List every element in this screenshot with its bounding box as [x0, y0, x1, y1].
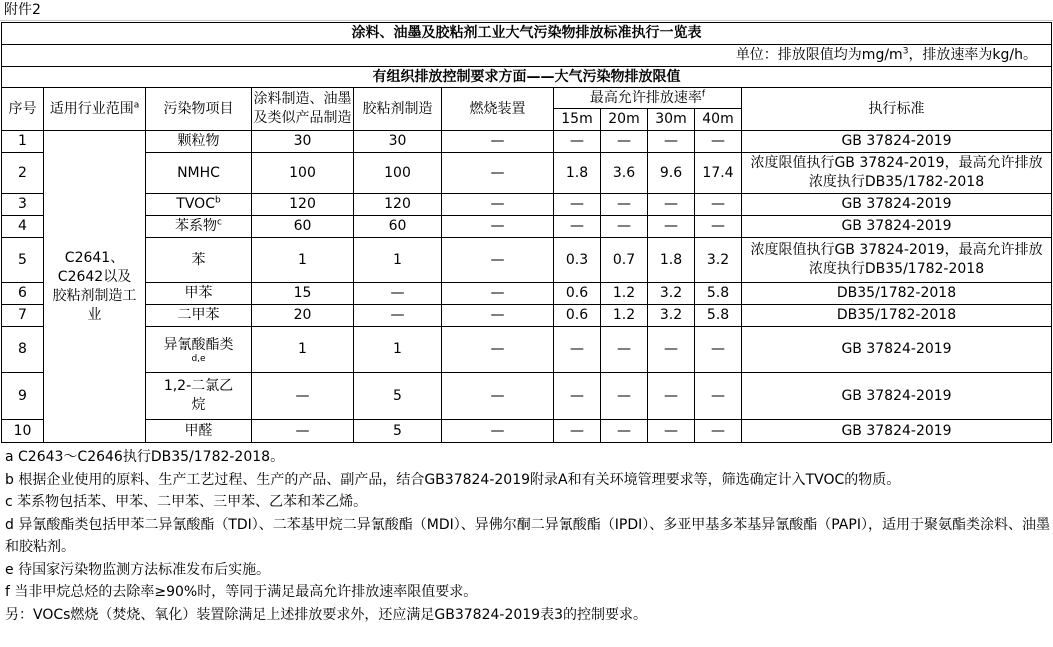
row-rate-30m: — [648, 373, 695, 420]
row-standard: GB 37824-2019 [742, 194, 1052, 216]
row-coating: — [252, 420, 354, 443]
row-rate-20m: — [601, 131, 648, 153]
row-rate-20m: — [601, 194, 648, 216]
row-rate-20m: 1.2 [601, 305, 648, 327]
row-pollutant [146, 305, 252, 327]
row-seq: 10 [2, 420, 44, 443]
row-seq: 7 [2, 305, 44, 327]
row-rate-20m: 3.6 [601, 153, 648, 194]
row-adhesive: 5 [354, 420, 442, 443]
table-row [2, 373, 1052, 420]
row-rate-20m: — [601, 216, 648, 238]
row-rate-15m: 1.8 [554, 153, 601, 194]
row-adhesive: — [354, 283, 442, 305]
header-30m: 30m [648, 109, 695, 131]
row-combustion: — [442, 131, 554, 153]
table-title: 涂料、油墨及胶粘剂工业大气污染物排放标准执行一览表 [2, 23, 1052, 45]
header-coating: 涂料制造、油墨及类似产品制造 [252, 88, 354, 131]
header-industry: 适用行业范围$^a$ [44, 88, 146, 131]
row-seq: 5 [2, 238, 44, 283]
row-rate-15m: 0.6 [554, 283, 601, 305]
row-rate-40m: — [695, 420, 742, 443]
pollutant-name: 甲苯 [184, 285, 213, 301]
row-coating: 30 [252, 131, 354, 153]
row-adhesive: 1 [354, 327, 442, 373]
row-combustion: — [442, 305, 554, 327]
row-seq: 2 [2, 153, 44, 194]
row-standard: GB 37824-2019 [742, 131, 1052, 153]
pollutant-name: 苯 [191, 251, 206, 268]
row-rate-15m: — [554, 194, 601, 216]
row-rate-15m: — [554, 420, 601, 443]
row-rate-15m: 0.3 [554, 238, 601, 283]
row-seq: 6 [2, 283, 44, 305]
row-seq: 9 [2, 373, 44, 420]
pollutant-name: 1,2-二氯乙烷 [163, 378, 234, 413]
row-coating: 120 [252, 194, 354, 216]
header-seq: 序号 [2, 88, 44, 131]
row-pollutant [146, 283, 252, 305]
table-row [2, 216, 1052, 238]
table-row [2, 131, 1052, 153]
row-rate-30m: 9.6 [648, 153, 695, 194]
row-adhesive: 60 [354, 216, 442, 238]
table-row [2, 194, 1052, 216]
header-40m: 40m [695, 109, 742, 131]
footnotes [1, 446, 1051, 626]
row-coating: 20 [252, 305, 354, 327]
pollutant-name: 二甲苯 [177, 307, 220, 323]
table-row [2, 420, 1052, 443]
row-standard: DB35/1782-2018 [742, 283, 1052, 305]
row-standard: 浓度限值执行GB 37824-2019，最高允许排放浓度执行DB35/1782-2018 [742, 153, 1052, 194]
footnote-marker: b [214, 195, 221, 206]
pollutant-name: 异氰酸酯类 [163, 336, 234, 353]
row-seq: 3 [2, 194, 44, 216]
table-row [2, 305, 1052, 327]
header-15m: 15m [554, 109, 601, 131]
row-coating: 100 [252, 153, 354, 194]
pollutant-name: TVOC [176, 196, 215, 212]
row-pollutant [146, 194, 252, 216]
row-adhesive: 5 [354, 373, 442, 420]
row-rate-15m: — [554, 216, 601, 238]
row-combustion: — [442, 153, 554, 194]
row-combustion: — [442, 283, 554, 305]
row-adhesive: 30 [354, 131, 442, 153]
table-subtitle: 有组织排放控制要求方面——大气污染物排放限值 [2, 67, 1052, 88]
row-rate-30m: — [648, 131, 695, 153]
pollutant-name: NMHC [177, 164, 220, 181]
row-combustion: — [442, 216, 554, 238]
row-pollutant [146, 153, 252, 194]
footnote-item: c 苯系物包括苯、甲苯、二甲苯、三甲苯、乙苯和苯乙烯。 [5, 494, 368, 510]
row-rate-30m: — [648, 216, 695, 238]
pollutant-name: 苯系物 [175, 218, 218, 234]
pollutant-name: 甲醛 [184, 422, 213, 439]
header-combustion: 燃烧装置 [442, 88, 554, 131]
table-row [2, 238, 1052, 283]
footnote-item: f 当非甲烷总烃的去除率≥90%时，等同于满足最高允许排放速率限值要求。 [5, 584, 478, 600]
row-pollutant [146, 238, 252, 283]
unit-note: 单位：排放限值均为$mg/m^3$，排放速率为kg/h。 [2, 45, 1052, 67]
row-coating: — [252, 373, 354, 420]
row-combustion: — [442, 327, 554, 373]
row-combustion: — [442, 420, 554, 443]
row-pollutant [146, 420, 252, 443]
footnote-item: a C2643～C2646执行DB35/1782-2018。 [5, 449, 285, 465]
row-rate-30m: — [648, 327, 695, 373]
row-rate-20m: 1.2 [601, 283, 648, 305]
header-20m: 20m [601, 109, 648, 131]
row-rate-40m: — [695, 327, 742, 373]
row-rate-40m: — [695, 373, 742, 420]
row-adhesive: 100 [354, 153, 442, 194]
table-row [2, 153, 1052, 194]
row-adhesive: 120 [354, 194, 442, 216]
row-seq: 4 [2, 216, 44, 238]
row-rate-20m: — [601, 327, 648, 373]
footnote-item: b 根据企业使用的原料、生产工艺过程、生产的产品、副产品，结合GB37824-2019附录A和有关环境管理要求等，筛选确定计入TVOC的物质。 [5, 471, 901, 488]
row-standard: GB 37824-2019 [742, 420, 1052, 443]
row-rate-30m: 3.2 [648, 283, 695, 305]
row-pollutant [146, 216, 252, 238]
row-rate-40m: — [695, 194, 742, 216]
row-adhesive: — [354, 305, 442, 327]
row-rate-40m: — [695, 216, 742, 238]
row-rate-15m: 0.6 [554, 305, 601, 327]
row-combustion: — [442, 238, 554, 283]
row-rate-15m: — [554, 373, 601, 420]
row-rate-40m: 17.4 [695, 153, 742, 194]
row-rate-40m: — [695, 131, 742, 153]
row-rate-40m: 3.2 [695, 238, 742, 283]
row-coating: 1 [252, 327, 354, 373]
row-seq: 8 [2, 327, 44, 373]
row-standard: GB 37824-2019 [742, 216, 1052, 238]
footnote-marker: d,e [191, 353, 206, 364]
table-row [2, 283, 1052, 305]
row-rate-20m: 0.7 [601, 238, 648, 283]
row-standard: GB 37824-2019 [742, 327, 1052, 373]
row-coating: 15 [252, 283, 354, 305]
header-standard: 执行标准 [742, 88, 1052, 131]
row-pollutant [146, 327, 252, 373]
row-combustion: — [442, 373, 554, 420]
row-rate-20m: — [601, 420, 648, 443]
row-standard: GB 37824-2019 [742, 373, 1052, 420]
row-rate-15m: — [554, 327, 601, 373]
header-adhesive: 胶粘剂制造 [354, 88, 442, 131]
row-combustion: — [442, 194, 554, 216]
row-rate-15m: — [554, 131, 601, 153]
row-pollutant [146, 373, 252, 420]
row-rate-30m: 3.2 [648, 305, 695, 327]
attachment-label: 附件2 [0, 0, 1053, 21]
row-standard: 浓度限值执行GB 37824-2019，最高允许排放浓度执行DB35/1782-2018 [742, 238, 1052, 283]
row-seq: 1 [2, 131, 44, 153]
row-coating: 60 [252, 216, 354, 238]
table-row [2, 327, 1052, 373]
header-pollutant: 污染物项目 [146, 88, 252, 131]
row-rate-30m: — [648, 420, 695, 443]
footnote-item: e 待国家污染物监测方法标准发布后实施。 [5, 561, 271, 578]
row-coating: 1 [252, 238, 354, 283]
footnote-item: d 异氰酸酯类包括甲苯二异氰酸酯（TDI）、二苯基甲烷二异氰酸酯（MDI）、异佛尔酮二异氰酸酯（IPDI）、多亚甲基多苯基异氰酸酯（PAPI），适用于聚氨酯类涂料、油墨和胶粘剂。 [5, 516, 1050, 555]
emission-standard-table [1, 22, 1052, 443]
footnote-marker: c [217, 217, 222, 228]
row-rate-30m: 1.8 [648, 238, 695, 283]
row-rate-30m: — [648, 194, 695, 216]
row-adhesive: 1 [354, 238, 442, 283]
row-rate-40m: 5.8 [695, 283, 742, 305]
industry-scope-cell: C2641、C2642以及胶粘剂制造工业 [44, 131, 146, 443]
footnote-item: 另：VOCs燃烧（焚烧、氧化）装置除满足上述排放要求外，还应满足GB37824-2019表3的控制要求。 [5, 606, 647, 623]
header-max-rate: 最高允许排放速率$^f$ [554, 88, 742, 109]
row-standard: DB35/1782-2018 [742, 305, 1052, 327]
pollutant-name: 颗粒物 [177, 133, 220, 149]
row-pollutant [146, 131, 252, 153]
row-rate-20m: — [601, 373, 648, 420]
row-rate-40m: 5.8 [695, 305, 742, 327]
